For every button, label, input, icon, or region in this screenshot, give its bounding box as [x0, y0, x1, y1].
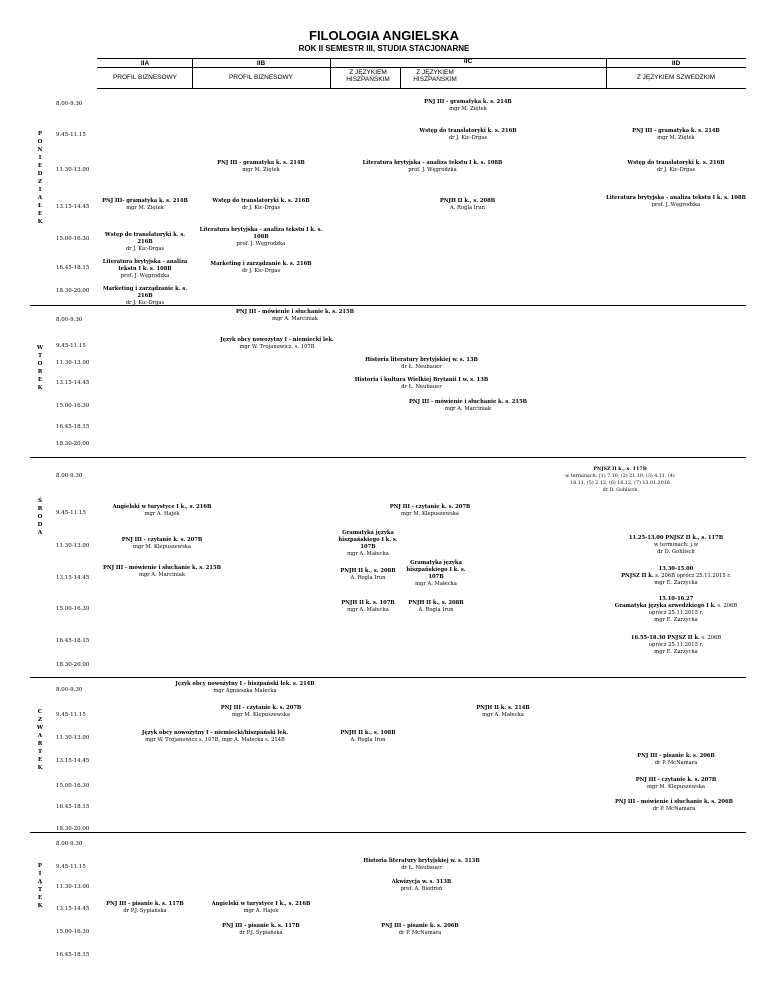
class-detail: [606, 635, 746, 642]
class-teacher: dr Ł. Neubauer: [401, 384, 442, 390]
class-entry: [97, 377, 746, 391]
class-teacher: dr P. McNamara: [652, 806, 696, 812]
class-title: PNJ III - gramatyka k. s. 214B: [424, 99, 512, 105]
iic1-profile: Z JĘZYKIEM HISZPAŃSKIM: [346, 69, 390, 83]
class-title: Język obcy nowożytny I - hiszpański lek. s. 214B: [175, 681, 315, 687]
day-letter: R: [37, 741, 43, 747]
class-title: Historia literatury brytyjskiej w. s. 313B: [363, 858, 480, 864]
class-entry: [606, 535, 746, 556]
class-title: Literatura brytyjska - analiza tekstu I k. s. 108B: [199, 227, 323, 240]
day-letter: K: [37, 385, 43, 391]
class-teacher: dr Ł. Neubauer: [401, 865, 442, 871]
day-letter: E: [37, 377, 43, 383]
class-entry: [97, 337, 457, 351]
class-entry: [192, 160, 330, 174]
day-letter: R: [37, 369, 43, 375]
class-entry: [606, 777, 746, 791]
class-teacher: mgr A. Hajek: [144, 511, 180, 517]
class-teacher: dr J. Kic-Drgas: [241, 205, 281, 211]
class-entry: [97, 232, 193, 253]
class-teacher: mgr W. Trojanowicz s. 107B, mgr A. Małecka s. 214B: [145, 737, 285, 743]
class-title: PNJ III - pisanie k. s. 117B: [106, 901, 184, 907]
class-title: PNJ III - pisanie k. s. 117B: [222, 923, 300, 929]
class-detail: s. 206B: [717, 603, 738, 609]
class-entry: [97, 879, 746, 893]
class-entry: [192, 198, 330, 212]
class-entry: [97, 504, 227, 518]
day-letter: R: [37, 506, 43, 512]
class-entry: [606, 160, 746, 174]
group-iid-header: IID: [671, 60, 681, 67]
class-teacher: mgr W. Trojanowicz, s. 107B: [239, 344, 315, 350]
class-entry: [590, 596, 762, 624]
class-entry: [100, 730, 330, 744]
page-title: FILOLOGIA ANGIELSKA: [309, 28, 459, 43]
class-teacher: mgr M. Klepuszewska: [400, 511, 460, 517]
time-slot: 11.30-13.00: [56, 360, 90, 366]
class-title: Literatura brytyjska - analiza tekstu I k. s. 108B: [606, 195, 746, 201]
class-title: Historia i kultura Wielkiej Brytanii I w. s. 13B: [354, 377, 489, 383]
day-letter: Ś: [38, 498, 42, 504]
class-entry: [192, 923, 330, 937]
time-slot: 11.30-13.00: [56, 884, 90, 890]
class-title: PNJ III - mówienie i słuchanie k. s. 215B: [235, 309, 355, 315]
time-slot: 9.45-11.15: [56, 132, 86, 138]
class-entry: [606, 635, 746, 656]
day-letter: D: [37, 171, 43, 177]
class-title: Historia literatury brytyjskiej w. s. 13B: [365, 357, 478, 363]
time-slot: 16.45-18.15: [56, 804, 90, 810]
day-separator: [30, 832, 746, 833]
time-slot: 18.30-20.00: [56, 441, 90, 447]
class-entry: [192, 705, 330, 719]
day-letter: O: [37, 139, 43, 145]
day-letter: W: [36, 345, 44, 351]
class-teacher: mgr A. Małecka: [415, 581, 457, 587]
day-letter: Z: [37, 179, 42, 185]
time-slot: 9.45-11.15: [56, 510, 86, 516]
time-slot: 11.30-13.00: [56, 735, 90, 741]
time-slot: 18.30-20.00: [56, 662, 90, 668]
time-slot: 13.15-14.45: [56, 758, 90, 764]
class-teacher: mgr Agnieszka Małecka: [213, 688, 277, 694]
day-letter: D: [37, 522, 43, 528]
time-slot: 11.30-13.00: [56, 167, 90, 173]
time-slot: 15.00-16.30: [56, 929, 90, 935]
class-teacher: mgr M. Ziętek: [657, 135, 695, 141]
class-subtitle: PNJSZ II k.: [621, 573, 654, 579]
class-teacher: dr J. Kic-Drgas: [656, 167, 696, 173]
day-letter: C: [37, 709, 43, 715]
class-teacher: A. Rogla Irun: [350, 737, 386, 743]
time-slot: 9.45-11.15: [56, 343, 86, 349]
class-entry: [400, 705, 606, 719]
day-letter: E: [37, 895, 43, 901]
class-entry: [606, 753, 746, 767]
class-title: PNJ III - czytanie k. s. 207B: [389, 504, 471, 510]
class-teacher: mgr M. Klepuszewska: [231, 712, 291, 718]
class-entry: [340, 923, 500, 937]
day-letter: E: [37, 163, 43, 169]
time-slot: 13.15-14.45: [56, 575, 90, 581]
day-letter: I: [38, 155, 42, 161]
class-teacher: dr J. Kic-Drgas: [241, 268, 281, 274]
day-label-friday: [36, 862, 44, 910]
day-letter: O: [37, 361, 43, 367]
class-entry: [606, 195, 746, 209]
header-bottom-line: [97, 88, 746, 89]
day-label-wednesday: [36, 497, 44, 537]
iia-profile: PROFIL BIZNESOWY: [112, 74, 178, 81]
class-title: Akwizycja w. s. 313B: [391, 879, 452, 885]
day-separator: [30, 677, 746, 678]
time-slot: 18.30-20.00: [56, 826, 90, 832]
header-divider: [400, 67, 401, 88]
class-entry: [330, 128, 606, 142]
time-slot: 15.00-16.30: [56, 783, 90, 789]
class-teacher: mgr M. Klepuszewska: [646, 784, 706, 790]
class-detail: oprócz 25.11.2015 r.: [648, 610, 704, 616]
class-title: Wstęp do translatoryki k. s. 216B: [419, 128, 517, 134]
class-entry: [336, 530, 400, 558]
class-title: PNJ III - gramatyka k. s. 214B: [217, 160, 305, 166]
class-title: PNJ III - pisanie k. s. 206B: [381, 923, 459, 929]
day-letter: T: [37, 749, 43, 755]
class-title: PNJH II k., s. 208B: [340, 568, 396, 574]
class-detail: s. 206B oprócz 25.11.2015 r.: [655, 573, 731, 579]
time-slot: 11.30-13.00: [56, 543, 90, 549]
class-teacher: A. Rogla Irun: [418, 607, 454, 613]
day-letter: K: [37, 765, 43, 771]
class-title: Literatura brytyjska - analiza tekstu I k. s. 108B: [362, 160, 503, 166]
time-slot: 13.15-14.45: [56, 906, 90, 912]
class-title: Wstęp do translatoryki k. s. 216B: [627, 160, 725, 166]
class-title: Gramatyka języka hiszpańskiego I k. s. 107B: [338, 530, 398, 550]
class-title: PNJ III - gramatyka k. s. 214B: [632, 128, 720, 134]
class-entry: [235, 309, 355, 323]
class-teacher: dr D. Gohlisch: [602, 488, 638, 493]
class-detail: oprócz 25.11.2015 r.: [648, 642, 704, 648]
time-slot: 13.15-14.45: [56, 380, 90, 386]
class-teacher: A. Rogla Irun: [449, 205, 485, 211]
time-slot: 8.00-9.30: [56, 473, 83, 479]
class-entry: [404, 560, 468, 588]
day-letter: K: [37, 219, 43, 225]
class-detail: w terminach: j.w: [653, 542, 699, 548]
class-title: Wstęp do translatoryki k. s. 216B: [212, 198, 310, 204]
class-entry: [330, 504, 530, 518]
iic2-profile: Z JĘZYKIEM HISZPAŃSKIM: [413, 69, 457, 83]
class-title: PNJH II k., s. 208B: [439, 198, 496, 204]
time-slot: 8.00-9.30: [56, 317, 83, 323]
class-entry: [97, 537, 227, 551]
class-teacher: dr J. Kic-Drgas: [125, 246, 165, 252]
class-entry: [470, 466, 768, 494]
group-iic-header: IIC: [463, 58, 473, 65]
class-title: PNJH II k. s. 107B: [341, 600, 395, 606]
class-entry: [336, 730, 400, 744]
class-entry: [97, 357, 746, 371]
time-slot: 18.30-20.00: [56, 288, 90, 294]
class-title: Wstęp do translatoryki k. s. 216B: [104, 232, 186, 245]
page-subtitle: ROK II SEMESTR III, STUDIA STACJONARNE: [298, 44, 470, 53]
day-letter: E: [37, 211, 43, 217]
class-teacher: dr P.J. Sypiańska: [123, 908, 167, 914]
day-letter: P: [37, 863, 43, 869]
day-letter: I: [38, 187, 42, 193]
class-entry: [606, 128, 746, 142]
class-teacher: dr P.J. Sypiańska: [239, 930, 283, 936]
day-letter: A: [37, 733, 43, 739]
time-slot: 8.00-9.30: [56, 101, 83, 107]
class-title: Język obcy nowożytny I - niemiecki lek.: [220, 337, 334, 343]
class-teacher: mgr E. Zarzycka: [654, 580, 698, 586]
class-title: 15.10-16.27: [658, 596, 694, 602]
class-entry: [400, 198, 535, 212]
day-letter: A: [37, 530, 43, 536]
day-letter: T: [37, 353, 43, 359]
class-title: PNJSZ II k., s. 117B: [593, 466, 647, 472]
class-entry: [330, 399, 606, 413]
class-title: PNJ III - czytanie k. s. 207B: [121, 537, 203, 543]
class-teacher: mgr A. Małecka: [347, 551, 389, 557]
class-teacher: dr J. Kic-Drgas: [125, 300, 165, 306]
class-teacher: dr J. Kic-Drgas: [448, 135, 488, 141]
group-iia-header: IIA: [140, 60, 150, 67]
day-label-thursday: [36, 708, 44, 772]
day-letter: E: [37, 757, 43, 763]
class-title: 11.25-13.00 PNJSZ II k., s. 117B: [628, 535, 724, 541]
class-teacher: mgr E. Zarzycka: [654, 617, 698, 623]
time-slot: 15.00-16.30: [56, 236, 90, 242]
class-title: Gramatyka języka hiszpańskiego I k. s. 107B: [406, 560, 466, 580]
class-title: 13.30-15.00: [658, 566, 694, 572]
class-entry: [97, 198, 193, 212]
class-entry: [97, 681, 393, 695]
time-slot: 16.45-18.15: [56, 638, 90, 644]
class-detail: 18.11, (5) 2.12, (6) 16.12, (7) 13.01.2016: [570, 481, 670, 486]
header-mid-line: [97, 67, 746, 68]
day-letter: K: [37, 903, 43, 909]
time-slot: 8.00-9.30: [56, 687, 83, 693]
class-title: Literatura brytyjska - analiza tekstu I k. s. 108B: [102, 259, 188, 272]
day-letter: N: [37, 147, 43, 153]
class-title: PNJ III - mówienie i słuchanie k. s. 206B: [614, 799, 734, 805]
time-slot: 15.00-16.30: [56, 606, 90, 612]
class-title: PNJH II k. s. 214B: [476, 705, 530, 711]
class-teacher: mgr M. Ziętek: [242, 167, 280, 173]
class-teacher: dr D. Gohlisch: [657, 549, 695, 555]
class-detail: [590, 603, 762, 610]
class-teacher: mgr A. Małecka: [347, 607, 389, 613]
time-slot: 16.45-18.15: [56, 265, 90, 271]
class-entry: [97, 858, 746, 872]
class-teacher: mgr M. Ziętek: [449, 106, 487, 112]
class-title: 16.55-18.30 PNJSZ II k.: [630, 635, 700, 641]
class-teacher: prof. A. Biedroń: [400, 886, 443, 892]
group-iib-header: IIB: [256, 60, 266, 67]
day-letter: I: [38, 871, 42, 877]
time-slot: 13.15-14.45: [56, 204, 90, 210]
class-entry: [330, 160, 535, 174]
class-title: PNJ III - czytanie k. s. 207B: [635, 777, 717, 783]
class-entry: [97, 565, 227, 579]
class-entry: [336, 600, 400, 614]
class-teacher: prof. J. Węgrodzka: [651, 202, 701, 208]
class-title: Język obcy nowożytny I - niemiecki/hiszpański lek.: [141, 730, 289, 736]
class-teacher: mgr M. Klepuszewska: [132, 544, 192, 550]
class-title: PNJ III - mówienie i słuchanie k. s. 215B: [408, 399, 528, 405]
class-entry: [330, 99, 606, 113]
time-slot: 16.45-18.15: [56, 952, 90, 958]
class-title: Angielski w turystyce I k., s. 216B: [112, 504, 212, 510]
class-title: PNJ III- gramatyka k. s. 214B: [102, 198, 188, 204]
class-teacher: prof. J. Węgrodzka: [236, 241, 286, 247]
class-teacher: prof. J. Węgrodzka: [408, 167, 457, 173]
iib-profile: PROFIL BIZNESOWY: [228, 74, 294, 81]
class-entry: [97, 259, 193, 280]
class-entry: [192, 227, 330, 248]
class-title: Angielski w turystyce I k., s. 216B: [211, 901, 311, 907]
time-slot: 9.45-11.15: [56, 864, 86, 870]
class-title: PNJH II k., s. 108B: [340, 730, 396, 736]
day-separator: [30, 457, 746, 458]
class-detail: w terminach: (1) 7.10, (2) 21.10, (3) 4.11, (4): [565, 474, 675, 479]
class-teacher: dr P. McNamara: [398, 930, 442, 936]
class-title: PNJ III - pisanie k. s. 206B: [637, 753, 715, 759]
class-entry: [404, 600, 468, 614]
class-entry: [192, 901, 330, 915]
class-entry: [192, 261, 330, 275]
time-slot: 15.00-16.30: [56, 403, 90, 409]
class-teacher: mgr M. Ziętek: [126, 205, 164, 211]
day-letter: W: [36, 725, 44, 731]
day-letter: O: [37, 514, 43, 520]
class-detail: s. 206B: [701, 635, 722, 641]
iid-profile: Z JĘZYKIEM SZWEDZKIM: [636, 74, 716, 81]
time-slot: 8.00-9.30: [56, 841, 83, 847]
day-letter: Ł: [38, 203, 42, 209]
class-title: Marketing i zarządzanie k. s. 216B: [102, 286, 188, 299]
class-teacher: dr Ł. Neubauer: [401, 364, 442, 370]
day-label-monday: [36, 130, 44, 226]
day-letter: P: [37, 131, 43, 137]
class-teacher: mgr A. Marciniak: [444, 406, 492, 412]
class-teacher: dr P. McNamara: [654, 760, 698, 766]
day-letter: Z: [37, 717, 42, 723]
class-teacher: A. Rogla Irun: [350, 575, 386, 581]
class-entry: [336, 568, 400, 582]
class-entry: [585, 799, 763, 813]
class-teacher: prof. J. Węgrodzka: [120, 273, 170, 279]
class-teacher: mgr A. Hajek: [243, 908, 279, 914]
class-teacher: mgr A. Małecka: [482, 712, 524, 718]
day-letter: Ą: [37, 879, 43, 885]
class-title: PNJ III - czytanie k. s. 207B: [220, 705, 302, 711]
day-letter: T: [37, 887, 43, 893]
class-entry: [606, 566, 746, 587]
day-letter: A: [37, 195, 43, 201]
class-entry: [97, 286, 193, 307]
class-title: Marketing i zarządzanie k. s. 216B: [210, 261, 312, 267]
class-title: PNJ III - mówienie i słuchanie k. s. 215B: [102, 565, 222, 571]
class-subtitle: Gramatyka języka szwedzkiego I k.: [614, 603, 716, 609]
day-label-tuesday: [36, 344, 44, 392]
class-teacher: mgr A. Marciniak: [271, 316, 319, 322]
class-teacher: mgr A. Marciniak: [138, 572, 186, 578]
class-detail: [606, 573, 746, 580]
class-entry: [97, 901, 193, 915]
class-teacher: mgr E. Zarzycka: [654, 649, 698, 655]
class-title: PNJH II k., s. 208B: [408, 600, 464, 606]
time-slot: 16.45-18.15: [56, 424, 90, 430]
time-slot: 9.45-11.15: [56, 712, 86, 718]
